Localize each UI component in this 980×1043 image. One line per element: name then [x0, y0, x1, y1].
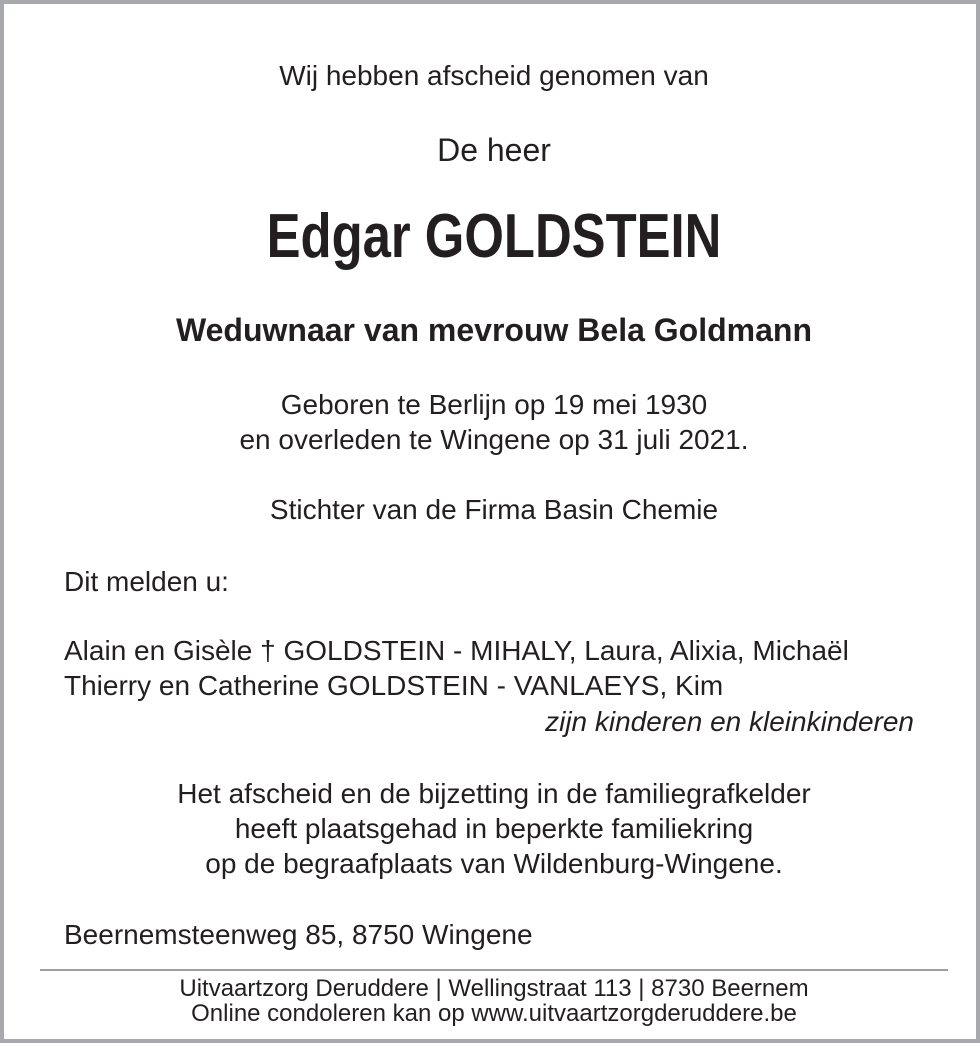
- intro-text: Wij hebben afscheid genomen van: [279, 60, 709, 91]
- ceremony-line-2: heeft plaatsgehad in beperkte familiekring: [234, 813, 754, 844]
- address-line: Beernemsteenweg 85, 8750 Wingene: [64, 919, 533, 950]
- footer-divider: [40, 969, 948, 971]
- ceremony-line-3: op de begraafplaats van Wildenburg-Wingene.: [205, 848, 783, 879]
- family-line-1: Alain en Gisèle † GOLDSTEIN - MIHALY, Laura, Alixia, Michaël: [64, 635, 849, 666]
- family-line-2: Thierry en Catherine GOLDSTEIN - VANLAEYS, Kim: [64, 670, 724, 701]
- founder-line: Stichter van de Firma Basin Chemie: [269, 494, 719, 525]
- deceased-name: Edgar GOLDSTEIN: [266, 202, 722, 271]
- death-line: en overleden te Wingene op 31 juli 2021.: [239, 424, 749, 455]
- announcers-intro: Dit melden u:: [64, 566, 229, 597]
- family-caption: zijn kinderen en kleinkinderen: [545, 706, 914, 737]
- birth-line: Geboren te Berlijn op 19 mei 1930: [280, 389, 708, 420]
- undertaker-line: Uitvaartzorg Deruddere | Wellingstraat 113 | 8730 Beernem: [179, 975, 809, 1002]
- widower-line: Weduwnaar van mevrouw Bela Goldmann: [176, 312, 812, 348]
- ceremony-line-1: Het afscheid en de bijzetting in de familiegrafkelder: [177, 778, 811, 809]
- condolence-line: Online condoleren kan op www.uitvaartzorgderuddere.be: [191, 1000, 797, 1027]
- title-prefix: De heer: [437, 132, 551, 168]
